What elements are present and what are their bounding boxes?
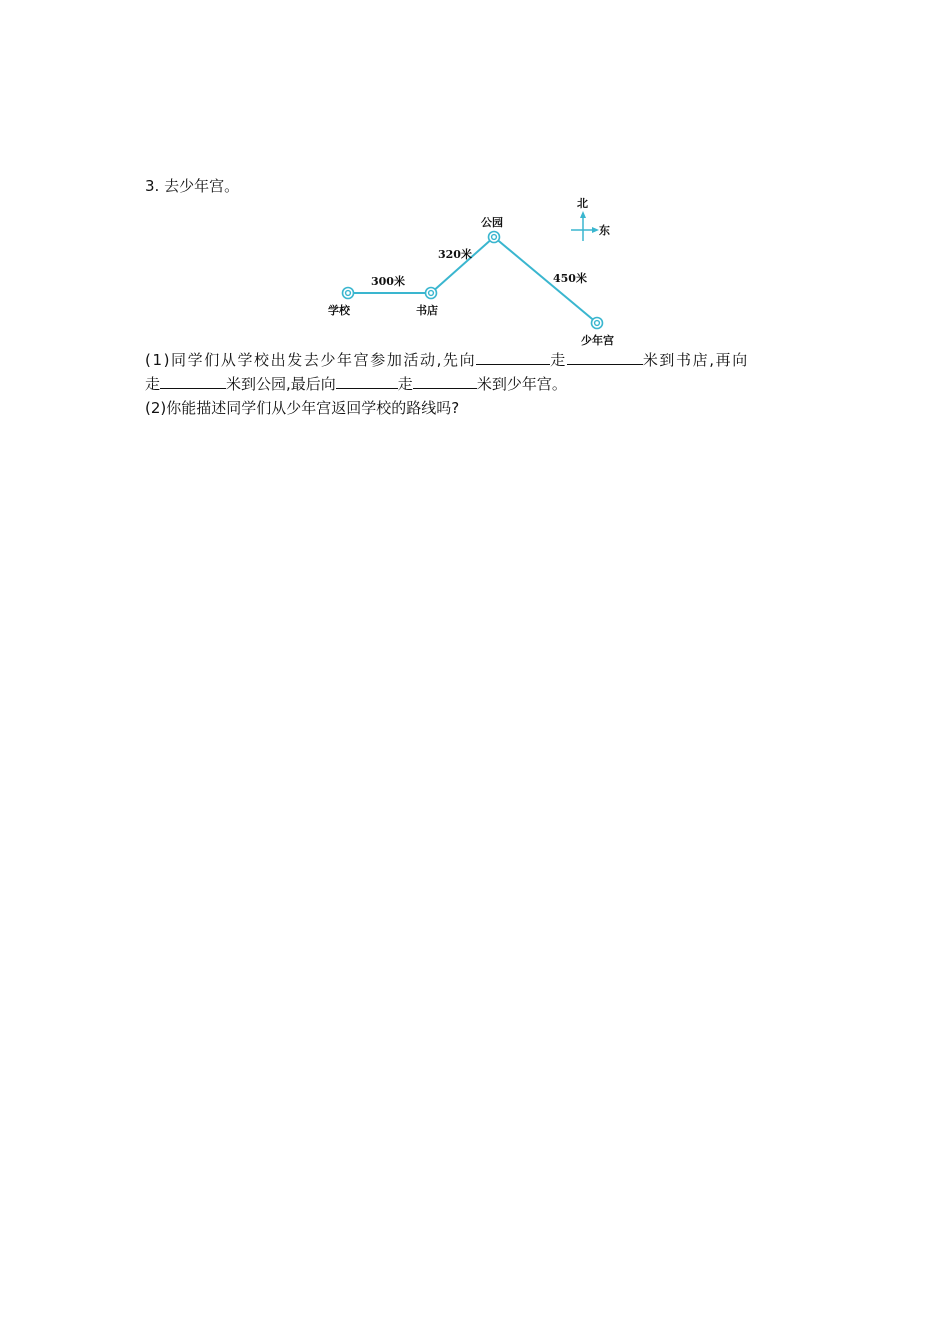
direction-blank-2[interactable] <box>336 373 398 389</box>
question-1-line-1 <box>145 349 749 371</box>
distance-blank-2[interactable] <box>160 373 226 389</box>
youth-palace-label: 少年宫 <box>581 334 614 347</box>
distance-blank-1[interactable] <box>567 349 643 365</box>
question-1-line-2 <box>145 373 567 395</box>
distance-bookstore-park: 320米 <box>438 248 472 261</box>
distance-park-youth-palace: 450米 <box>553 272 587 285</box>
direction-blank-1[interactable] <box>476 349 550 365</box>
school-label: 学校 <box>328 304 350 317</box>
q1-text-c: 米到书店,再向 <box>642 351 749 369</box>
distance-school-bookstore: 300米 <box>371 275 405 288</box>
q1-text-g: 米到少年宫。 <box>476 375 567 393</box>
bookstore-label: 书店 <box>416 304 438 317</box>
q1-text-d: 走 <box>145 375 161 393</box>
compass-east-label: 东 <box>599 224 610 237</box>
youth-palace-marker <box>592 318 603 329</box>
compass <box>571 211 599 241</box>
park-marker <box>489 232 500 243</box>
problem-title: 3. 去少年宫。 <box>145 177 240 195</box>
q1-text-e: 米到公园,最后向 <box>226 375 336 393</box>
distance-blank-3[interactable] <box>413 373 477 389</box>
q1-text-b: 走 <box>550 351 567 369</box>
question-2: (2)你能描述同学们从少年宫返回学校的路线吗? <box>145 399 460 417</box>
bookstore-marker <box>426 288 437 299</box>
park-label: 公园 <box>481 216 503 229</box>
route-map <box>0 0 950 360</box>
compass-north-label: 北 <box>577 197 588 210</box>
q1-text-f: 走 <box>397 375 413 393</box>
q1-text-a: (1)同学们从学校出发去少年宫参加活动,先向 <box>145 351 477 369</box>
school-marker <box>343 288 354 299</box>
route-bookstore-park <box>431 237 494 293</box>
